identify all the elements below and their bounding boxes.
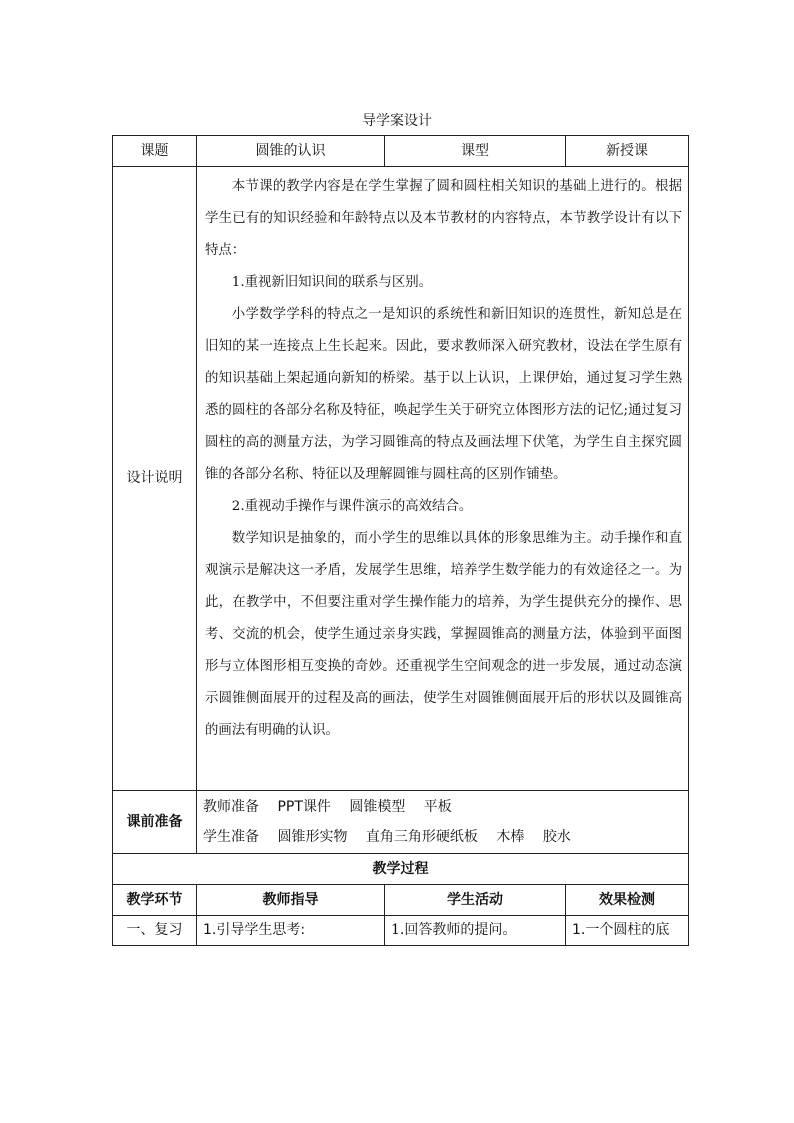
prep-item: 学生准备 — [203, 829, 259, 845]
lesson-plan-table — [112, 135, 689, 946]
process-cell: 1.引导学生思考: — [197, 916, 385, 946]
column-header: 教师指导 — [197, 885, 385, 916]
prep-item: 平板 — [423, 799, 452, 815]
process-title-row — [113, 854, 689, 885]
column-header: 效果检测 — [566, 885, 689, 916]
page-title: 导学案设计 — [362, 113, 432, 129]
topic-label: 课题 — [113, 136, 197, 167]
design-label: 设计说明 — [113, 167, 197, 791]
design-paragraph: 数学知识是抽象的，而小学生的思维以具体的形象思维为主。动手操作和直观演示是解决这一矛盾，发展学生思维，培养学生数学能力的有效途径之一。为此，在教学中，不但要注重对学生操作能力的培养，为学生提供充分的操作、思考、交流的机会，使学生通过亲身实践，掌握圆锥高的测量方法，体验到平面图形与立体图形相互变换的奇妙。还重视学生空间观念的进一步发展，通过动态演示圆锥侧面展开的过程及高的画法，使学生对圆锥侧面展开后的形状以及圆锥高的画法有明确的认识。 — [205, 531, 682, 738]
preparation-content — [197, 791, 689, 854]
student-preparation — [203, 822, 682, 852]
preparation-row — [113, 791, 689, 854]
prep-item: 木棒 — [496, 829, 525, 845]
design-paragraph: 小学数学学科的特点之一是知识的系统性和新旧知识的连贯性，新知总是在旧知的某一连接点上生长起来。因此，要求教师深入研究教材，设法在学生原有的知识基础上架起通向新知的桥梁。基于以上认识，上课伊始，通过复习学生熟悉的圆柱的各部分名称及特征，唤起学生关于研究立体图形方法的记忆;通过复习圆柱的高的测量方法，为学习圆锥高的特点及画法埋下伏笔，为学生自主探究圆锥的各部分名称、特征以及理解圆锥与圆柱高的区别作铺垫。 — [205, 307, 682, 482]
prep-item: 教师准备 — [203, 799, 259, 815]
teacher-preparation — [203, 792, 682, 822]
preparation-label: 课前准备 — [113, 791, 197, 854]
design-paragraph: 本节课的教学内容是在学生掌握了圆和圆柱相关知识的基础上进行的。根据学生已有的知识经验和年龄特点以及本节教材的内容特点，本节教学设计有以下特点： — [205, 179, 682, 258]
prep-item: 圆锥模型 — [349, 799, 406, 815]
process-title: 教学过程 — [113, 854, 689, 885]
prep-item: 直角三角形硬纸板 — [365, 829, 478, 845]
design-paragraph: 2.重视动手操作与课件演示的高效结合。 — [231, 499, 473, 514]
design-content — [197, 167, 689, 791]
topic-value: 圆锥的认识 — [197, 136, 385, 167]
column-header: 学生活动 — [385, 885, 566, 916]
process-cell: 1.一个圆柱的底 — [566, 916, 689, 946]
prep-item: 胶水 — [542, 829, 571, 845]
process-cell: 一、复习 — [113, 916, 197, 946]
prep-item: PPT课件 — [277, 799, 331, 815]
process-header-row — [113, 885, 689, 916]
header-row — [113, 136, 689, 167]
type-value: 新授课 — [566, 136, 689, 167]
design-paragraph: 1.重视新旧知识间的联系与区别。 — [231, 275, 433, 290]
prep-item: 圆锥形实物 — [277, 829, 348, 845]
type-label: 课型 — [385, 136, 566, 167]
column-header: 教学环节 — [113, 885, 197, 916]
process-row — [113, 916, 689, 946]
process-cell: 1.回答教师的提问。 — [385, 916, 566, 946]
design-row — [113, 167, 689, 791]
